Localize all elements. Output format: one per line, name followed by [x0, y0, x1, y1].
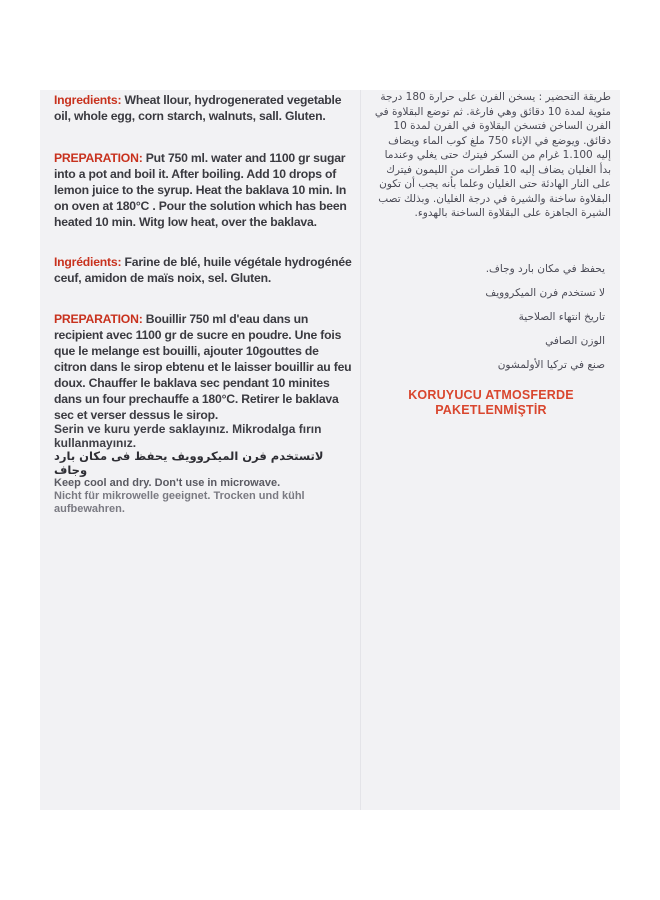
arabic-preparation: طريقة التحضير : يسخن الفرن على حرارة 180 درجة مئوية لمدة 10 دقائق وهي فارغة. ثم توضع البقلاوة في الفرن الساخن فتسخن البقلاوة في الفرن لمدة 10 دقائق. ويوضع في الإناء 750 ملغ كوب الماء ويضاف إليه 1.100 غرام من السكر فيترك حتى يغلي وعندما بدأ الغليان يضاف إليه 10 قطرات من الليمون فيترك على النار الهادئة حتى الغليان وعلما بأنه يجب أن تكون البقلاوة ساخنة والشيرة في درجة الغليان. وبذلك تصب الشيرة الجاهزة على البقلاوة الساخنة بالهدوء.	[374, 91, 611, 219]
package-panel	[40, 90, 620, 810]
arabic-net-weight: الوزن الصافي	[545, 335, 605, 347]
ingredients-english-label: Ingredients:	[54, 93, 122, 107]
preparation-english	[54, 150, 354, 230]
arabic-store: يحفظ في مكان بارد وجاف.	[485, 263, 605, 275]
storage-arabic: لاتستخدم فرن الميكروويف يحفظ فى مكان بارد وجاف	[54, 449, 324, 477]
arabic-expiry: تاريخ انتهاء الصلاحية	[518, 311, 605, 323]
ingredients-french-label: Ingrédients:	[54, 255, 122, 269]
preparation-english-text: Put 750 ml. water and 1100 gr sugar into a pot and boil it. After boiling. Add 10 drops of lemon juice to the syrup. Heat the baklava 10 min. In on oven at 180°C . Pour the solution which has been heated 10 min. Witg low heat, over the baklava.	[54, 151, 347, 229]
arabic-made-in: صنع في تركيا الأولمشون	[497, 359, 605, 371]
storage-turkish: Serin ve kuru yerde saklayınız. Mikrodalga fırın kullanmayınız.	[54, 422, 322, 450]
protective-atmosphere-line2: PAKETLENMİŞTİR	[435, 403, 547, 417]
storage-english: Keep cool and dry. Don't use in microwave.	[54, 477, 281, 489]
preparation-french-text: Bouillir 750 ml d'eau dans un recipient avec 1100 gr de sucre en poudre. Une fois que le melange est bouilli, ajouter 10gouttes de citron dans le sirop ebtenu et le laisser bouillir au feu doux. Chauffer le baklava sec pendant 10 minites dans un four prechauffe a 180°C. Retirer le baklava sec et verser dessus le sirop.	[54, 312, 352, 422]
ingredients-french-text: Farine de blé, huile végétale hydrogénée ceuf, amidon de maïs noix, sel. Gluten.	[54, 255, 352, 285]
ingredients-english	[54, 92, 354, 124]
preparation-french	[54, 311, 354, 423]
arabic-no-microwave: لا تستخدم فرن الميكروويف	[485, 287, 605, 299]
ingredients-english-text: Wheat llour, hydrogenerated vegetable oil, whole egg, corn starch, walnuts, sall. Gluten.	[54, 93, 342, 123]
storage-german: Nicht für mikrowelle geeignet. Trocken und kühl aufbewahren.	[54, 490, 305, 515]
preparation-french-label: PREPARATION:	[54, 312, 143, 326]
protective-atmosphere-line1: KORUYUCU ATMOSFERDE	[408, 388, 574, 402]
ingredients-french	[54, 254, 354, 286]
preparation-english-label: PREPARATION:	[54, 151, 143, 165]
panel-divider	[360, 90, 361, 810]
storage-instructions	[54, 423, 354, 516]
